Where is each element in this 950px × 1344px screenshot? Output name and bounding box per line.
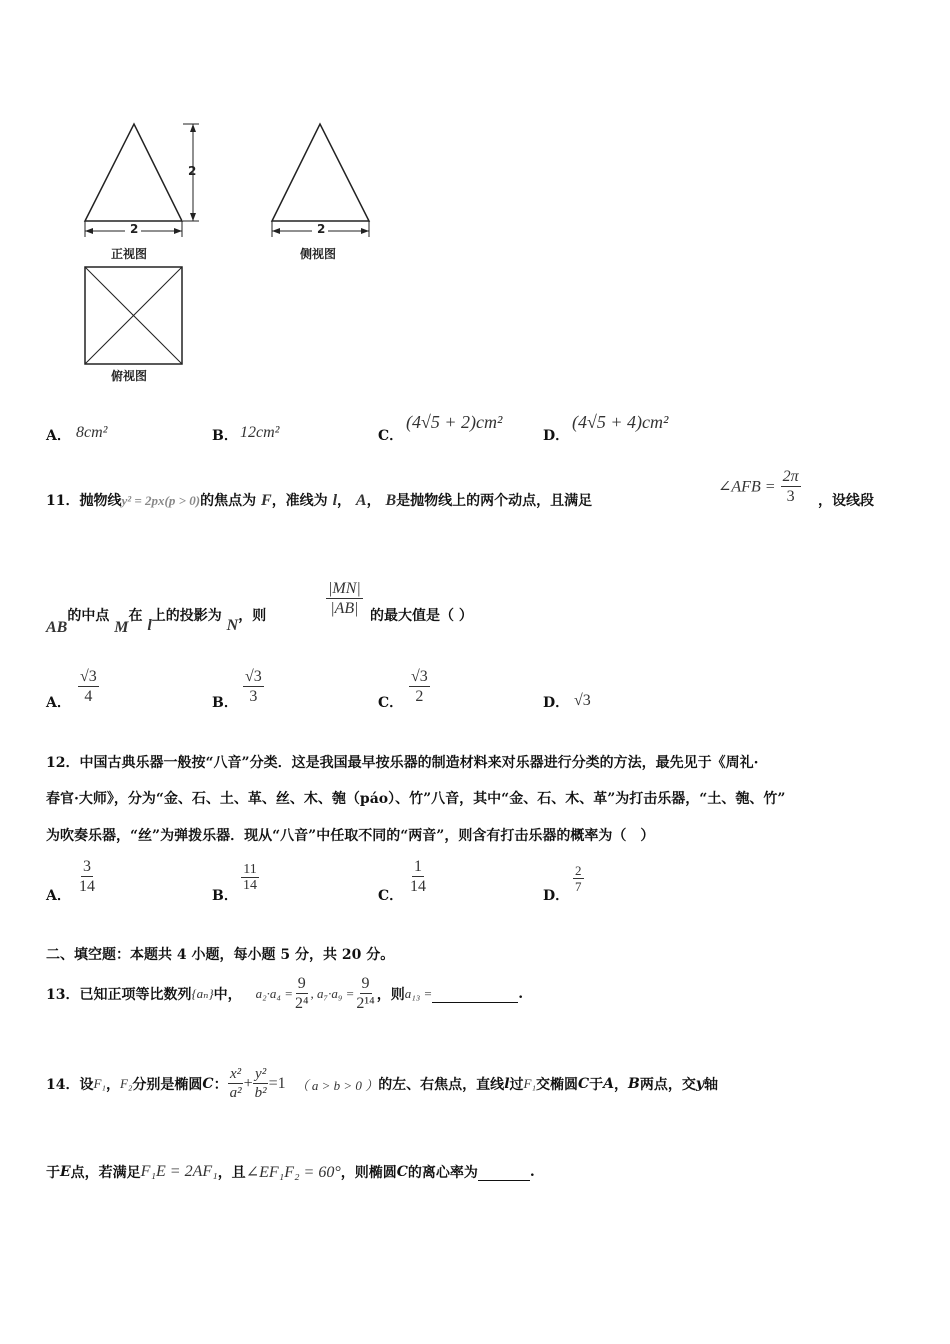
q11-option-b-letter: B． [212,695,238,711]
side-view-triangle [272,124,369,221]
width-dim-side: 2 [317,222,326,236]
q13: 13．已知正项等比数列 {aₙ} 中， a₂·a₄ = $\frac{9}{\text{2⁴}}$ , a₇·a₉ = $\frac{9}{\text{2¹⁴}}$ ，则 a₁₃ = . [46,975,524,1012]
q11-option-a-value: $\frac{√3}{4}$ [80,668,97,705]
top-view-label: 俯视图 [111,369,148,383]
q11-option-b-value: $\frac{√3}{3}$ [245,668,262,705]
q11-option-c-letter: C． [378,695,404,711]
q14-line2: 于 E 点，若满足 F₁E = 2AF₁ ，且 ∠EF₁F₂ = 60° ，则椭圆 C 的离心率为 . [46,1163,535,1181]
q12-line3: 为吹奏乐器，“丝”为弹拨乐器．现从“八音”中任取不同的“两音”，则含有打击乐器的概率为（ ） [46,828,655,844]
q12-option-d-value: $\frac{2}{7}$ [575,863,582,895]
q12-option-c-letter: C． [378,888,404,904]
width-dim-front: 2 [130,222,139,236]
q12-line1: 12．中国古典乐器一般按“八音”分类．这是我国最早按乐器的制造材料来对乐器进行分类的方法，最先见于《周礼· [46,755,759,771]
q11-angle-expression: ∠AFB = $\frac{2\pi}{3}$ [718,468,799,505]
q12-option-d-letter: D． [543,888,570,904]
q12-option-c-value: $\frac{1}{14}$ [410,858,426,895]
q14-answer-blank[interactable] [478,1164,530,1181]
side-view-label: 侧视图 [300,247,337,261]
q12-option-b-letter: B． [212,888,238,904]
q11-line1: 11．抛物线y² = 2px(p > 0)的焦点为 F，准线为 l， A， B是抛物线上的两个动点，且满足 [46,492,593,509]
q13-answer-blank[interactable] [432,986,518,1003]
q14-line1: 14．设 F₁ ， F₂ 分别是椭圆 C ： $\frac{\text{x²}}{\text{a²}}$ + $\frac{\text{y²}}{\text{b²}}$ =1 （ a > b > 0 ） 的左、右焦点，直线 l 过 F₁ 交椭圆 C 于 A ， B 两点，交 y 轴 [46,1066,718,1101]
q10-option-d-letter: D． [543,428,570,444]
q11-ratio: $\frac{|MN|}{|AB|}$ [328,580,361,617]
q11-option-d-letter: D． [543,695,570,711]
q12-option-a-value: $\frac{3}{14}$ [79,858,95,895]
q10-option-b-letter: B． [212,428,238,444]
q10-option-a-letter: A． [46,428,71,444]
q10-option-c-letter: C． [378,428,404,444]
section-heading: 二、填空题：本题共 4 小题，每小题 5 分，共 20 分。 [46,947,395,963]
front-view-label: 正视图 [111,247,148,261]
q12-line2: 春官·大师》，分为“金、石、土、革、丝、木、匏（páo）、竹”八音，其中“金、石、木、革”为打击乐器，“土、匏、竹” [46,791,786,807]
q10-option-b-text: 12cm² [240,424,280,441]
q10-option-c-text: (4√5 + 2)cm² [406,412,503,432]
q10-option-d-text: (4√5 + 4)cm² [572,412,669,432]
height-dim: 2 [188,164,197,178]
q11-line1-end: ，设线段 [818,493,874,509]
q11-option-a-letter: A． [46,695,71,711]
front-view-triangle [85,124,182,221]
q11-option-d-value: √3 [574,692,591,709]
q12-option-b-value: $\frac{11}{14}$ [243,862,257,894]
q11-line2-end: 的最大值是（ ） [370,608,473,624]
q11-line2: AB的中点 M在 l上的投影为 N，则 [46,608,267,636]
q12-option-a-letter: A． [46,888,71,904]
q11-option-c-value: $\frac{√3}{2}$ [411,668,428,705]
q10-option-a-text: 8cm² [76,424,108,441]
